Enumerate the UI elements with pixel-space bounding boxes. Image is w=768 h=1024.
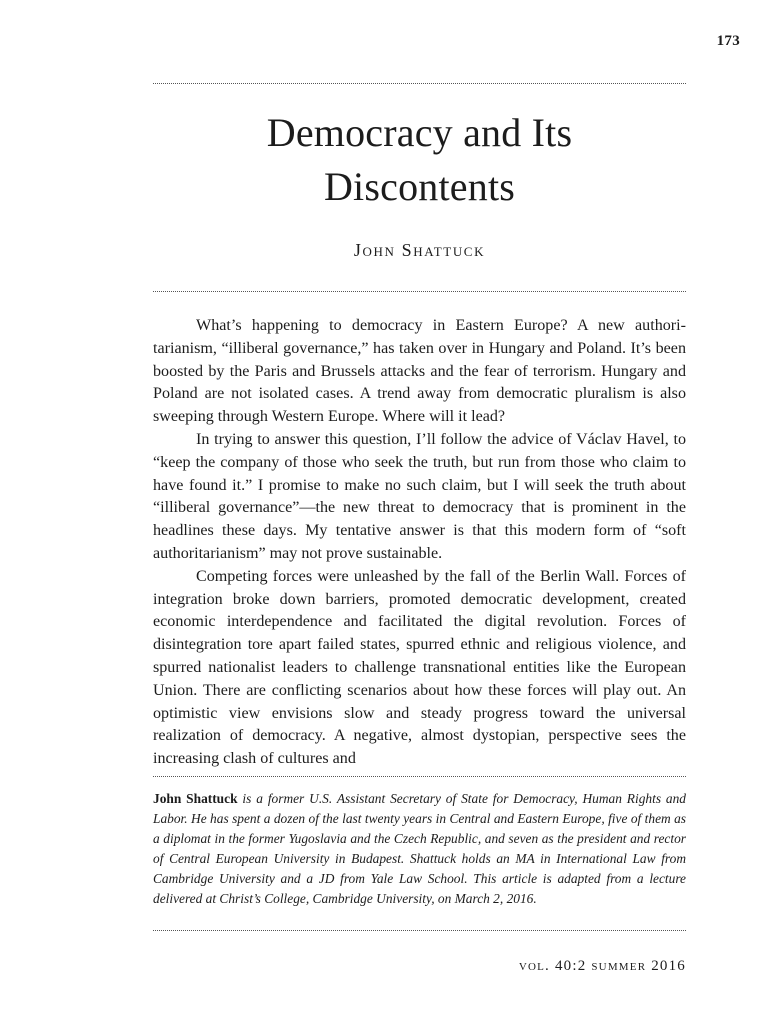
journal-volume-info: vol. 40:2 summer 2016 (518, 958, 686, 974)
author-footnote (153, 789, 686, 908)
footnote-divider-top (153, 776, 686, 777)
title-line-1: Democracy and Its (266, 110, 573, 155)
body-paragraph: Competing forces were unleashed by the fall of the Berlin Wall. Forces of integration broke down barriers, promoted democratic development, created economic interdependence and facilitated the digital revolution. Forces of disintegration tore apart failed states, spurred ethnic and religious violence, and spurred nationalist leaders to challenge transnational entities like the European Union. There are conflicting scenarios about how these forces will play out. An optimistic view envisions slow and steady progress toward the universal realization of democracy. A negative, almost dystopian, perspective sees the increasing clash of cultures and (153, 567, 686, 768)
footnote-author-name: John Shattuck (153, 791, 238, 806)
body-paragraph: What’s happening to democracy in Eastern Europe? A new authoritarianism, “illiberal governance,” has taken over in Hungary and Poland. It’s been boosted by the Paris and Brussels attacks and the fear of terrorism. Hungary and Poland are not isolated cases. A trend away from democratic pluralism is also sweeping through Western Europe. Where will it lead? (153, 317, 686, 426)
article-body (153, 315, 686, 771)
page-number: 173 (716, 33, 740, 49)
footnote-author-bio: is a former U.S. Assistant Secretary of State for Democracy, Human Rights and Labor. He has spent a dozen of the last twenty years in Central and Eastern Europe, five of them as a diplomat in the former Yugoslavia and the Czech Republic, and seven as the president and rector of Central European University in Budapest. Shattuck holds an MA in International Law from Cambridge University and a JD from Yale Law School. This article is adapted from a lecture delivered at Christ’s College, Cambridge University, on March 2, 2016. (153, 791, 687, 906)
footnote-divider-bottom (153, 930, 686, 931)
body-paragraph: In trying to answer this question, I’ll follow the advice of Václav Havel, to “keep the company of those who seek the truth, but run from those who claim to have found it.” I promise to make no such claim, but I will seek the truth about “illiberal governance”—the new threat to democracy that is prominent in the headlines these days. My tentative answer is that this modern form of “soft authoritarianism” may not prove sustainable. (153, 430, 686, 562)
article-title (153, 106, 686, 214)
title-line-2: Discontents (323, 164, 516, 209)
top-divider (153, 83, 686, 84)
byline-divider (153, 291, 686, 292)
author-byline: John Shattuck (353, 240, 486, 260)
